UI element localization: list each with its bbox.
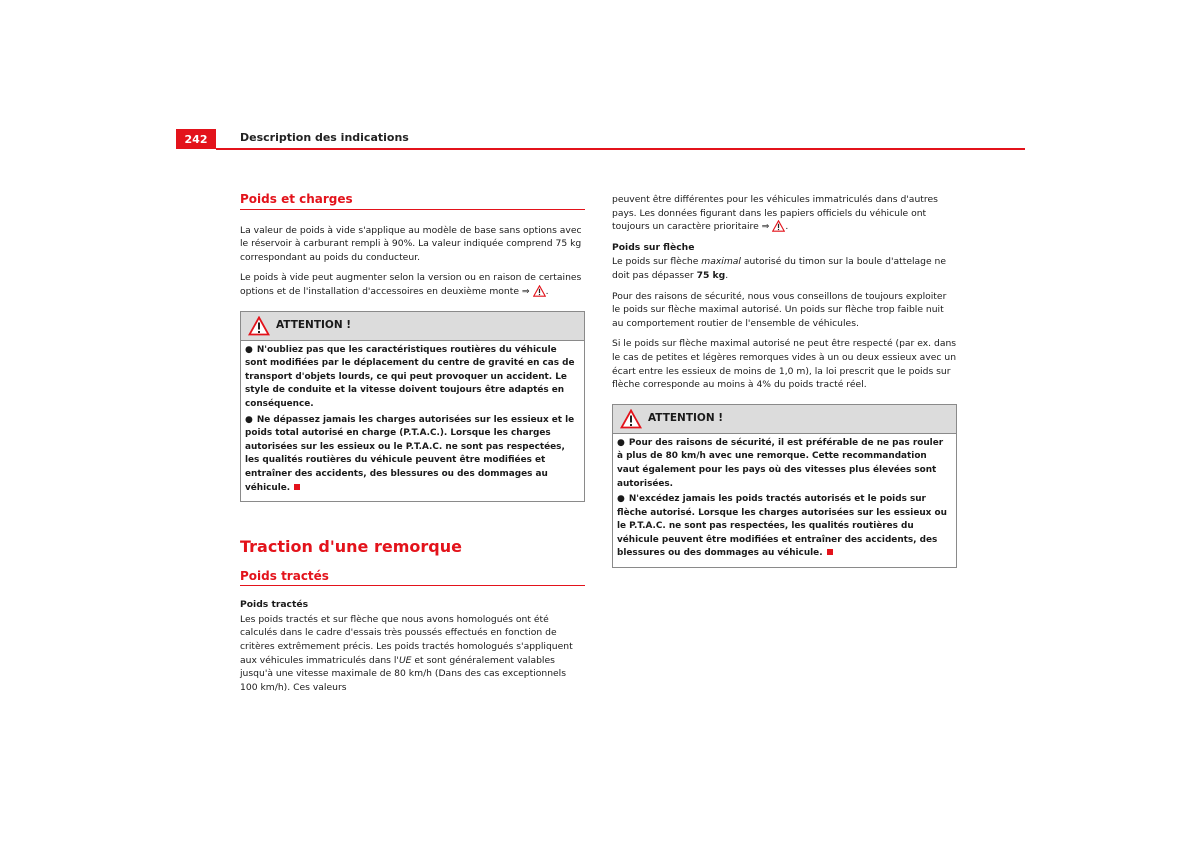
heading-poids-tractes: Poids tractés (240, 570, 585, 587)
page-number: 242 (176, 129, 216, 149)
attention-item: ● Pour des raisons de sécurité, il est préférable de ne pas rouler à plus de 80 km/h avec une remorque. Cette recommandation vaut également pour les pays où des vitesses plus élevées sont autorisées. (617, 437, 944, 489)
warning-triangle-icon (772, 220, 785, 232)
bullet-icon: ● (245, 344, 253, 355)
paragraph-poids-tractes: Les poids tractés et sur flèche que nous avons homologués ont été calculés dans le cadre d'essais très poussés effectués en fonction de critères extrêmement précis. Les poids tractés homologués s'appliquent aux véhicules immatriculés dans l'UE et sont généralement valables jusqu'à une vitesse maximale de 80 km/h (Dans des cas exceptionnels 100 km/h). Ces valeurs (240, 613, 573, 693)
paragraph-securite: Pour des raisons de sécurité, nous vous conseillons de toujours exploiter le poids sur flèche maximal autorisé. Un poids sur flèche trop faible nuit au comportement routier de l'ensemble de véhicules. (612, 290, 947, 329)
paragraph-poids-augmente: Le poids à vide peut augmenter selon la version ou en raison de certaines options et de l'installation d'accessoires en deuxième monte ⇒ . (240, 272, 582, 297)
attention-header (241, 312, 584, 341)
header-rule (216, 148, 1025, 150)
attention-body (241, 341, 584, 502)
subheading-poids-tractes: Poids tractés (240, 599, 309, 611)
paragraph-loi: Si le poids sur flèche maximal autorisé ne peut être respecté (par ex. dans le cas de petites et légères remorques vides à un ou deux essieux avec un écart entre les essieux de moins de 1,0 m), la loi prescrit que le poids sur flèche corresponde au moins à 4% du poids tracté réel. (612, 338, 957, 391)
end-square-icon (827, 549, 833, 555)
bullet-icon: ● (245, 414, 253, 425)
warning-triangle-icon (533, 285, 546, 297)
attention-title: ATTENTION ! (276, 318, 352, 331)
attention-item: ● Ne dépassez jamais les charges autorisées sur les essieux et le poids total autorisé en charge (P.T.A.C.). Lorsque les charges autorisées sur les essieux ou le P.T.A.C. ne sont pas respectées, les qualités routières du véhicule peuvent être modifiées et entraîner des accidents, des blessures ou des dommages au véhicule. (245, 414, 575, 493)
heading-poids-charges: Poids et charges (240, 193, 585, 210)
paragraph-poids-fleche-max: Le poids sur flèche maximal autorisé du timon sur la boule d'attelage ne doit pas dépasser 75 kg. (612, 256, 947, 281)
heading-traction-remorque: Traction d'une remorque (240, 537, 462, 557)
attention-item: ● N'oubliez pas que les caractéristiques routières du véhicule sont modifiées par le déplacement du centre de gravité en cas de transport d'objets lourds, ce qui peut provoquer un accident. Le style de conduite et la vitesse doivent toujours être adaptés en conséquence. (245, 344, 575, 409)
bullet-icon: ● (617, 494, 625, 505)
bullet-icon: ● (617, 437, 625, 448)
attention-box-charges (240, 311, 585, 503)
section-title: Description des indications (240, 131, 409, 144)
left-column (240, 193, 585, 701)
paragraph-poids-vide: La valeur de poids à vide s'applique au modèle de base sans options avec le réservoir à carburant rempli à 90%. La valeur indiquée comprend 75 kg correspondant au poids du conducteur. (240, 224, 582, 263)
attention-body (613, 434, 956, 567)
paragraph-valeurs-pays: peuvent être différentes pour les véhicules immatriculés dans d'autres pays. Les données figurant dans les papiers officiels du véhicule ont toujours un caractère prioritaire ⇒ . (612, 194, 938, 233)
right-column (612, 193, 957, 568)
warning-triangle-icon (248, 316, 270, 336)
attention-title: ATTENTION ! (648, 411, 724, 424)
warning-triangle-icon (620, 409, 642, 429)
subheading-poids-fleche: Poids sur flèche (612, 241, 695, 253)
attention-header (613, 405, 956, 434)
attention-item: ● N'excédez jamais les poids tractés autorisés et le poids sur flèche autorisé. Lorsque les charges autorisées sur les essieux ou le P.T.A.C. ne sont pas respectées, les qualités routières du véhicule peuvent être modifiées et entraîner des accidents, des blessures ou des dommages au véhicule. (617, 494, 947, 559)
attention-box-remorque (612, 404, 957, 568)
end-square-icon (294, 484, 300, 490)
